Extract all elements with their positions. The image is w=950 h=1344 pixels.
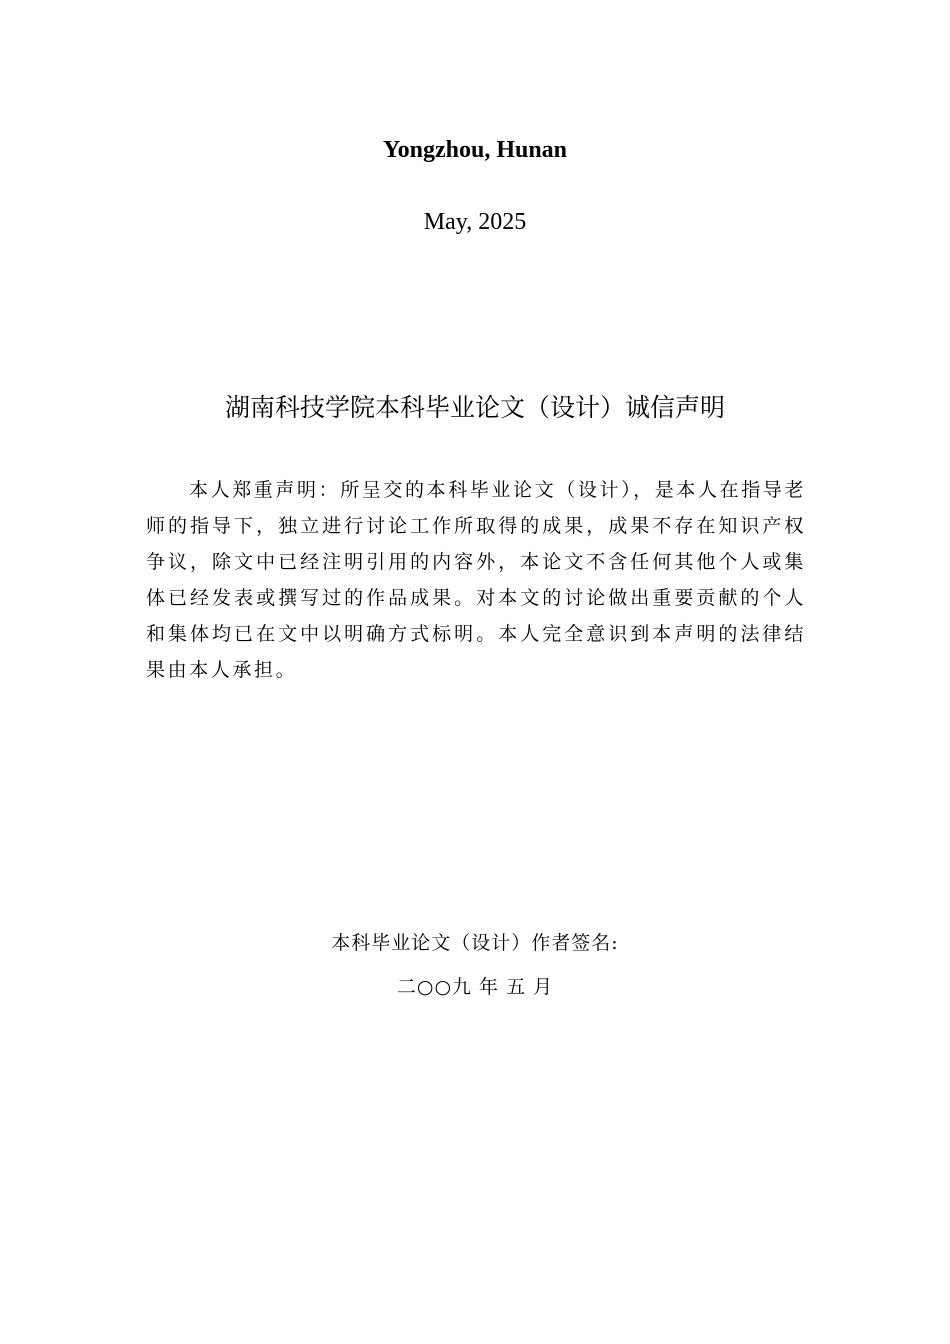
declaration-body: 本人郑重声明：所呈交的本科毕业论文（设计），是本人在指导老师的指导下，独立进行讨论工作所取得的成果，成果不存在知识产权争议，除文中已经注明引用的内容外，本论文不含任何其他个人或集体已经发表或撰写过的作品成果。对本文的讨论做出重要贡献的个人和集体均已在文中以明确方式标明。本人完全意识到本声明的法律结果由本人承担。 xyxy=(146,479,806,681)
cover-date: May, 2025 xyxy=(423,209,527,235)
signature-label: 本科毕业论文（设计）作者签名: xyxy=(331,932,619,954)
signature-date: 二○○九 年 五 月 xyxy=(396,976,554,998)
cover-place: Yongzhou, Hunan xyxy=(382,137,568,163)
declaration-title: 湖南科技学院本科毕业论文（设计）诚信声明 xyxy=(224,393,725,422)
